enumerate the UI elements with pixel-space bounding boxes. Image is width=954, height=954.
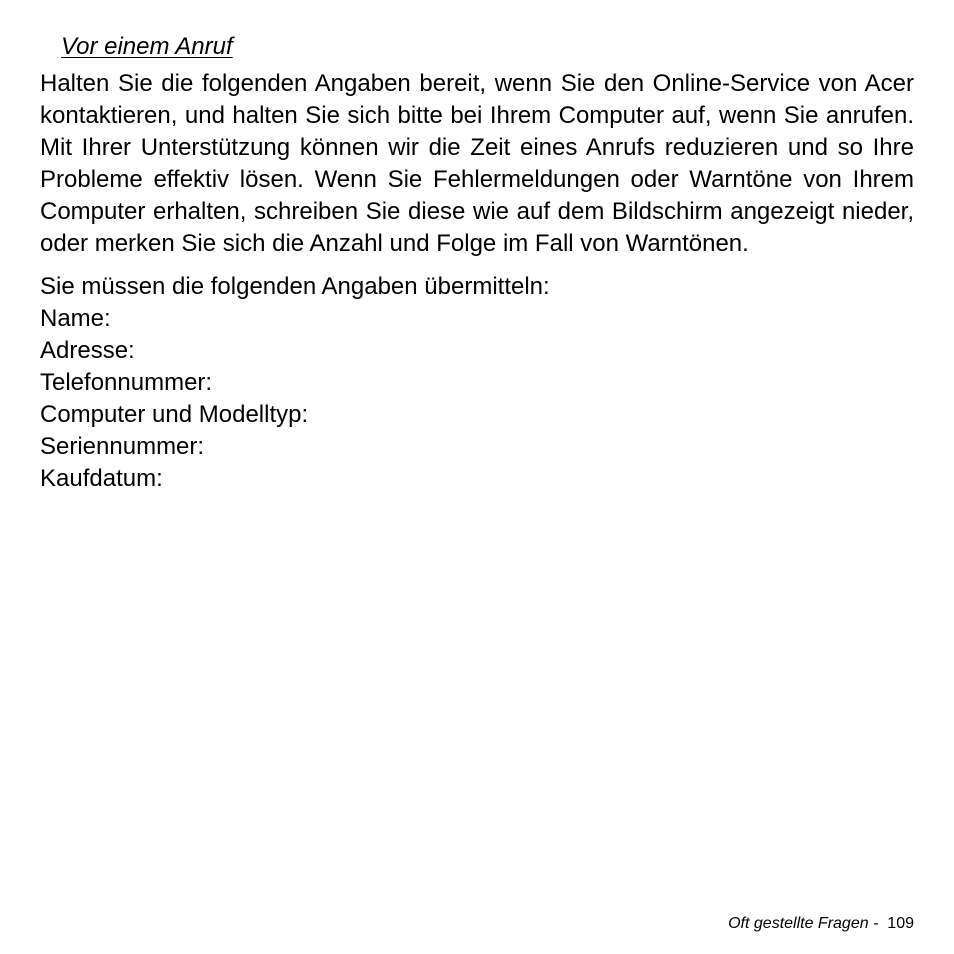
page-number: 109 (887, 915, 914, 932)
field-phone: Telefonnummer: (40, 369, 213, 396)
document-page (40, 30, 914, 495)
required-info-list (40, 303, 914, 495)
footer-section-title: Oft gestellte Fragen - (728, 915, 883, 932)
list-intro-text: Sie müssen die folgenden Angaben übermitteln: (40, 273, 550, 300)
intro-paragraph: Halten Sie die folgenden Angaben bereit, wenn Sie den Online-Service von Acer kontaktieren, und halten Sie sich bitte bei Ihrem Computer auf, wenn Sie anrufen. Mit Ihrer Unterstützung können wir die Zeit eines Anrufs reduzieren und so Ihre Probleme effektiv lösen. Wenn Sie Fehlermeldungen oder Warntöne von Ihrem Computer erhalten, schreiben Sie diese wie auf dem Bildschirm angezeigt nieder, oder merken Sie sich die Anzahl und Folge im Fall von Warntönen. (40, 70, 914, 257)
field-serial-number: Seriennummer: (40, 433, 205, 460)
field-purchase-date: Kaufdatum: (40, 465, 163, 492)
field-name: Name: (40, 305, 111, 332)
section-heading: Vor einem Anruf (61, 33, 233, 60)
field-computer-model: Computer und Modelltyp: (40, 401, 309, 428)
page-footer (728, 914, 914, 934)
field-address: Adresse: (40, 337, 135, 364)
